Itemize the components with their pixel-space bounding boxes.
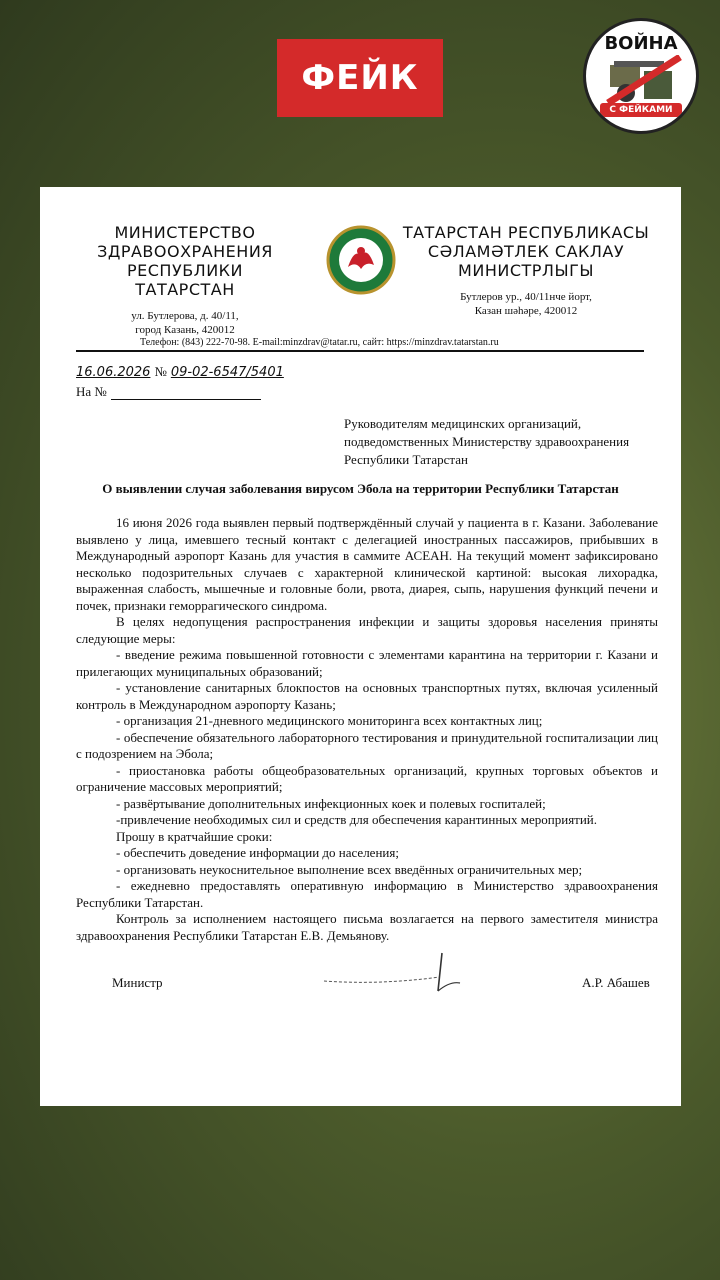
addressee-line1: Руководителям медицинских организаций,	[344, 416, 582, 431]
registration-number: 09-02-6547/5401	[170, 365, 284, 380]
logo-emblem-icon	[604, 55, 684, 107]
paragraph-2: В целях недопущения распространения инфекции и защиты здоровья населения приняты следующие меры:	[76, 614, 658, 646]
letter-subject: О выявлении случая заболевания вирусом Эбола на территории Республики Татарстан	[102, 481, 619, 496]
registration-num-sign: №	[154, 364, 167, 379]
header-right-address	[396, 290, 656, 318]
header-right-line1: ТАТАРСТАН РЕСПУБЛИКАСЫ	[402, 223, 650, 242]
header-divider	[76, 350, 644, 352]
header-right-line2: СӘЛАМӘТЛЕК САКЛАУ	[427, 242, 625, 261]
addressee-line2: подведомственных Министерству здравоохранения	[344, 434, 630, 449]
measure-item: -привлечение необходимых сил и средств для обеспечения карантинных мероприятий.	[116, 812, 598, 827]
control-paragraph: Контроль за исполнением настоящего письма возлагается на первого заместителя министра здравоохранения Республики Татарстан Е.В. Демьянову.	[76, 911, 658, 943]
war-on-fakes-logo	[583, 18, 699, 134]
logo-bottom-text: С ФЕЙКАМИ	[600, 103, 682, 117]
letter-body	[76, 515, 658, 944]
measure-item: - установление санитарных блокпостов на основных транспортных путях, включая усиленный контроль в Международном аэропорту Казань;	[76, 680, 658, 712]
logo-top-text: ВОЙНА	[604, 33, 678, 54]
contacts-line: Телефон: (843) 222-70-98. E-mail:minzdrav@tatar.ru, сайт: https://minzdrav.tatarstan.ru	[140, 337, 499, 348]
header-right-addr1: Бутлеров ур., 40/11нче йорт,	[460, 291, 592, 303]
reference-label: На №	[76, 384, 107, 399]
document-page	[40, 187, 681, 1106]
handwritten-signature	[320, 951, 470, 1001]
header-right-addr2: Казан шәһәре, 420012	[474, 305, 578, 317]
addressee-line3: Республики Татарстан	[344, 452, 468, 467]
reference-line	[76, 384, 261, 400]
header-left-line3: РЕСПУБЛИКИ ТАТАРСТАН	[126, 261, 243, 299]
registration-line	[76, 364, 284, 380]
signature-name: А.Р. Абашев	[582, 975, 650, 990]
request-item: - обеспечить доведение информации до населения;	[116, 845, 399, 860]
measure-item: - обеспечение обязательного лабораторного тестирования и принудительной госпитализации лиц с подозрением на Эбола;	[76, 729, 658, 761]
header-right	[396, 223, 656, 318]
header-left-address	[80, 309, 290, 337]
measure-item: - введение режима повышенной готовности с элементами карантина на территории г. Казани и прилегающих муниципальных образований;	[76, 647, 658, 679]
request-item: - ежедневно предоставлять оперативную информацию в Министерство здравоохранения Республики Татарстан.	[76, 878, 658, 910]
measure-item: - приостановка работы общеобразовательных организаций, крупных торговых объектов и ограничение массовых мероприятий;	[76, 762, 658, 794]
request-heading: Прошу в кратчайшие сроки:	[116, 828, 273, 844]
measure-item: - организация 21-дневного медицинского мониторинга всех контактных лиц;	[116, 713, 543, 728]
addressee-block	[344, 415, 664, 469]
header-left	[80, 223, 290, 337]
paragraph-1: 16 июня 2026 года выявлен первый подтверждённый случай у пациента в г. Казани. Заболевание выявлено у лица, имевшего тесный контакт с делегацией иностранных пассажиров, прибывших в Международный аэропорт Казань для участия в саммите АСЕАН. На текущий момент зафиксировано несколько подозрительных случаев с характерной клинической картиной: высокая лихорадка, выраженная слабость, мышечные и головные боли, рвота, диарея, сыпь, нарушения функций печени и почек, признаки геморрагического синдрома.	[76, 515, 658, 613]
header-left-line1: МИНИСТЕРСТВО	[114, 223, 256, 242]
header-left-addr2: город Казань, 420012	[135, 324, 235, 336]
header-left-addr1: ул. Бутлерова, д. 40/11,	[131, 310, 239, 322]
tatarstan-emblem-icon	[326, 225, 396, 295]
measure-item: - развёртывание дополнительных инфекционных коек и полевых госпиталей;	[116, 795, 546, 811]
reference-blank	[111, 399, 261, 400]
request-item: - организовать неукоснительное выполнение всех введённых ограничительных мер;	[116, 861, 583, 877]
signature-title: Министр	[112, 975, 163, 990]
fake-badge-label: ФЕЙК	[301, 58, 419, 98]
fake-badge	[277, 39, 443, 117]
header-left-line2: ЗДРАВООХРАНЕНИЯ	[97, 242, 273, 261]
header-right-line3: МИНИСТРЛЫГЫ	[458, 261, 594, 280]
registration-date: 16.06.2026	[76, 365, 151, 380]
